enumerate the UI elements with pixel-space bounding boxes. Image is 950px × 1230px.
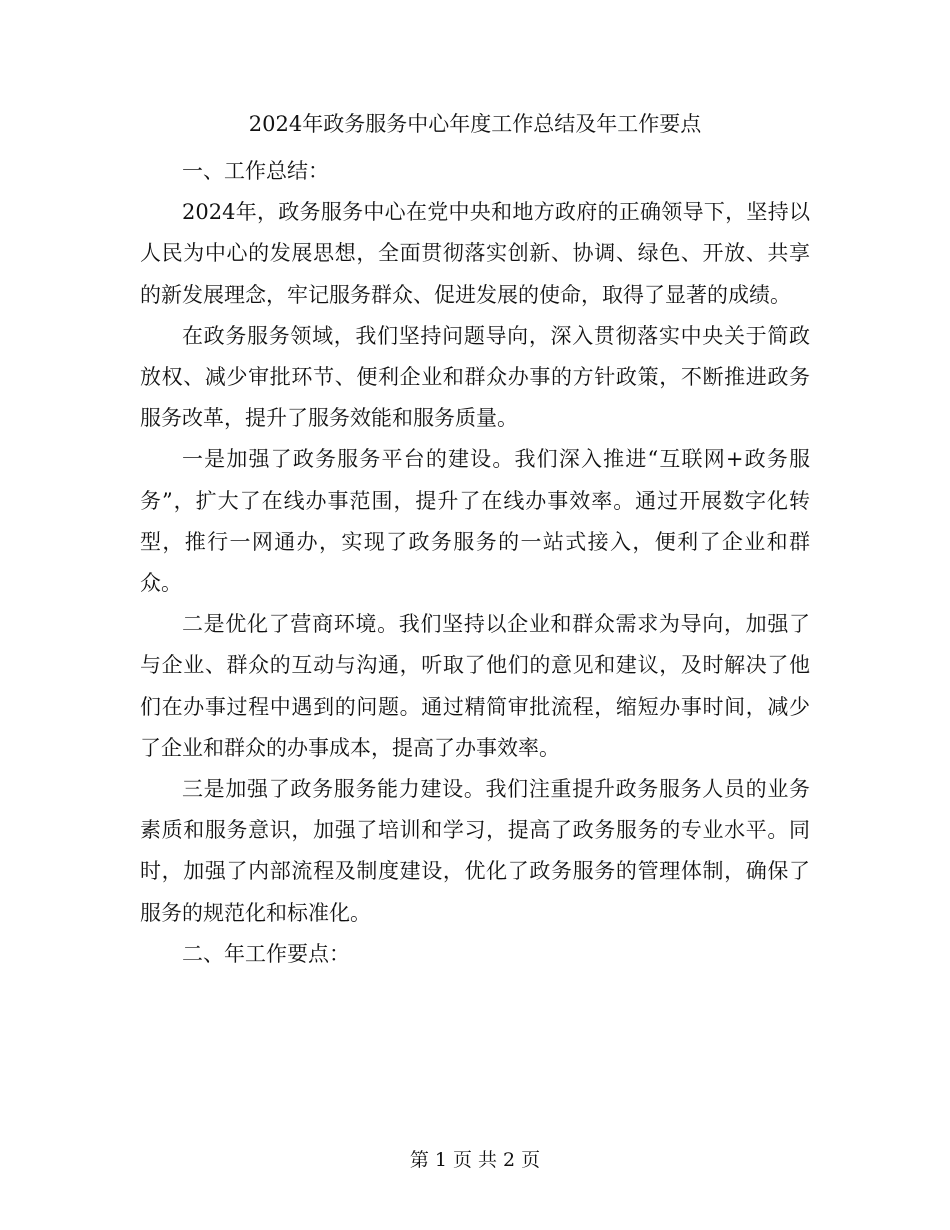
paragraph-platform: 一是加强了政务服务平台的建设。我们深入推进“互联网+政务服务”，扩大了在线办事范围，提升了在线办事效率。通过开展数字化转型，推行一网通办，实现了政务服务的一站式接入，便利了企业和群众。 xyxy=(140,447,810,596)
section-heading-plan: 二、年工作要点： xyxy=(182,941,350,966)
paragraph-overview: 2024年，政务服务中心在党中央和地方政府的正确领导下，坚持以人民为中心的发展思想，全面贯彻落实创新、协调、绿色、开放、共享的新发展理念，牢记服务群众、促进发展的使命，取得了显著的成绩。 xyxy=(140,200,810,307)
document-title: 2024年政务服务中心年度工作总结及年工作要点 xyxy=(248,112,702,136)
paragraph-capacity: 三是加强了政务服务能力建设。我们注重提升政务服务人员的业务素质和服务意识，加强了培训和学习，提高了政务服务的专业水平。同时，加强了内部流程及制度建设，优化了政务服务的管理体制，确保了服务的规范化和标准化。 xyxy=(140,777,810,925)
section-heading-summary: 一、工作总结： xyxy=(182,159,329,183)
paragraph-business-environment: 二是优化了营商环境。我们坚持以企业和群众需求为导向，加强了与企业、群众的互动与沟通，听取了他们的意见和建议，及时解决了他们在办事过程中遇到的问题。通过精简审批流程，缩短办事时间，减少了企业和群众的办事成本，提高了办事效率。 xyxy=(140,612,810,760)
paragraph-reform: 在政务服务领域，我们坚持问题导向，深入贯彻落实中央关于简政放权、减少审批环节、便利企业和群众办事的方针政策，不断推进政务服务改革，提升了服务效能和服务质量。 xyxy=(140,323,810,431)
page-number: 第 1 页 共 2 页 xyxy=(409,1149,541,1171)
document-body xyxy=(140,151,810,975)
